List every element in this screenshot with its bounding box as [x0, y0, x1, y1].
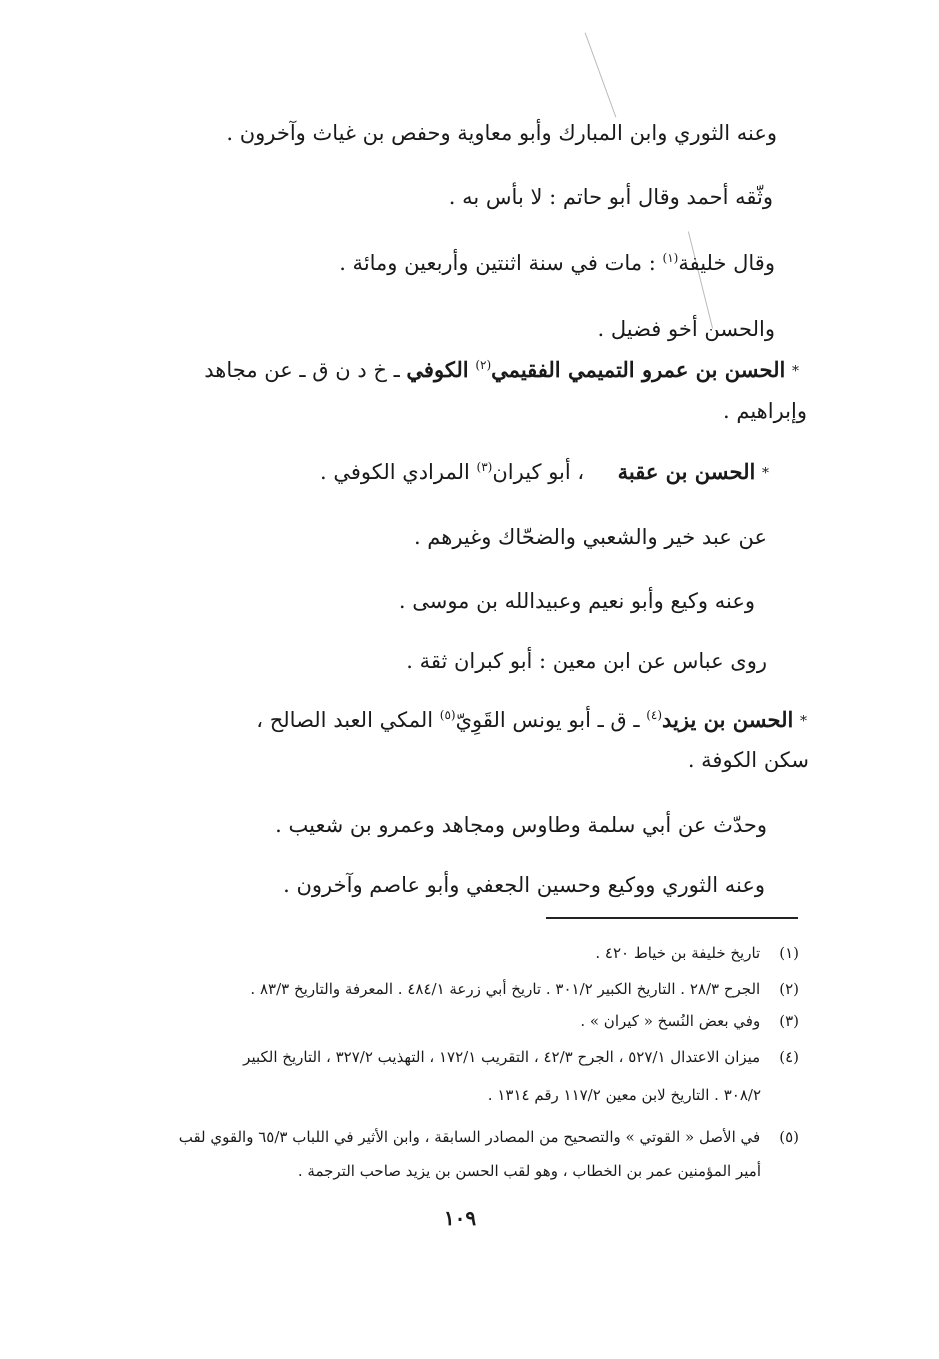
footnote-ref: (١)	[662, 251, 679, 265]
entry-heading-line	[256, 705, 807, 737]
text-line: وثّقه أحمد وقال أبو حاتم : لا بأس به .	[448, 185, 773, 209]
entry-star-icon: *	[762, 465, 769, 482]
footnote	[250, 978, 799, 1000]
entry-name: الحسن بن عمرو التميمي الفقيمي	[491, 357, 786, 382]
footnote-number: (٢)	[779, 980, 799, 998]
entry-star-icon: *	[792, 363, 799, 380]
entry-heading-line	[204, 355, 799, 387]
text-line: روى عباس عن ابن معين : أبو كبران ثقة .	[406, 649, 767, 673]
footnote-ref: (٤)	[646, 708, 663, 722]
text-line: سكن الكوفة .	[687, 748, 809, 772]
entry-heading-line	[320, 457, 769, 489]
text-segment: المكي العبد الصالح ،	[256, 708, 440, 732]
footnote-number: (١)	[779, 944, 799, 962]
entry-nisba: الكوفي	[406, 357, 469, 382]
text-line: وإبراهيم .	[723, 399, 807, 423]
text-line: وعنه وكيع وأبو نعيم وعبيدالله بن موسى .	[398, 589, 755, 613]
footnote-text: في الأصل « القوتي » والتصحيح من المصادر السابقة ، وابن الأثير في اللباب ٦٥/٣ والقوي لقب	[178, 1128, 761, 1146]
footnote-text: الجرح ٢٨/٣ . التاريخ الكبير ٣٠١/٢ . تاريخ أبي زرعة ٤٨٤/١ . المعرفة والتاريخ ٨٣/٣ .	[250, 980, 761, 998]
text-segment: : مات في سنة اثنتين وأربعين ومائة .	[339, 251, 663, 275]
text-line: وعنه الثوري ووكيع وحسين الجعفي وأبو عاصم وآخرون .	[283, 873, 765, 897]
text-segment: ـ ق ـ أبو يونس القَوِيّ	[455, 708, 647, 732]
footnote-text: ميزان الاعتدال ٥٢٧/١ ، الجرح ٤٢/٣ ، التقريب ١٧٢/١ ، التهذيب ٣٢٧/٢ ، التاريخ الكبير	[243, 1048, 761, 1066]
footnote	[580, 1010, 799, 1032]
scan-artifact	[585, 33, 617, 118]
text-segment: ـ خ د ن ق ـ عن مجاهد	[204, 358, 407, 382]
text-line: وعنه الثوري وابن المبارك وأبو معاوية وحفص بن غياث وآخرون .	[226, 121, 777, 145]
footnote-ref: (٢)	[475, 358, 492, 372]
entry-name: الحسن بن يزيد	[662, 707, 794, 732]
text-line	[339, 248, 775, 278]
footnote	[595, 942, 799, 964]
text-line: عن عبد خير والشعبي والضحّاك وغيرهم .	[413, 525, 767, 549]
footnote-separator	[546, 917, 798, 919]
footnote-number: (٥)	[779, 1128, 799, 1146]
footnote	[243, 1046, 799, 1068]
footnote-ref: (٥)	[439, 708, 456, 722]
footnote-number: (٣)	[779, 1012, 799, 1030]
page-number: ١٠٩	[443, 1206, 477, 1230]
footnote-continuation: ٣٠٨/٢ . التاريخ لابن معين ١١٧/٢ رقم ١٣١٤ .	[487, 1086, 761, 1104]
footnote-number: (٤)	[779, 1048, 799, 1066]
text-line: والحسن أخو فضيل .	[597, 317, 775, 341]
footnote-ref: (٣)	[476, 460, 493, 474]
footnote-text: وفي بعض النُسخ « كيران » .	[580, 1012, 761, 1030]
text-segment: وقال خليفة	[678, 251, 775, 275]
footnote	[179, 1126, 799, 1148]
text-line: وحدّث عن أبي سلمة وطاوس ومجاهد وعمرو بن شعيب .	[275, 813, 767, 837]
text-segment: المرادي الكوفي .	[320, 460, 477, 484]
footnote-text: تاريخ خليفة بن خياط ٤٢٠ .	[595, 944, 761, 962]
text-segment: ، أبو كيران	[492, 460, 585, 484]
entry-name: الحسن بن عقبة	[617, 459, 756, 484]
entry-star-icon: *	[800, 713, 807, 730]
footnote-continuation: أمير المؤمنين عمر بن الخطاب ، وهو لقب الحسن بن يزيد صاحب الترجمة .	[297, 1162, 761, 1180]
